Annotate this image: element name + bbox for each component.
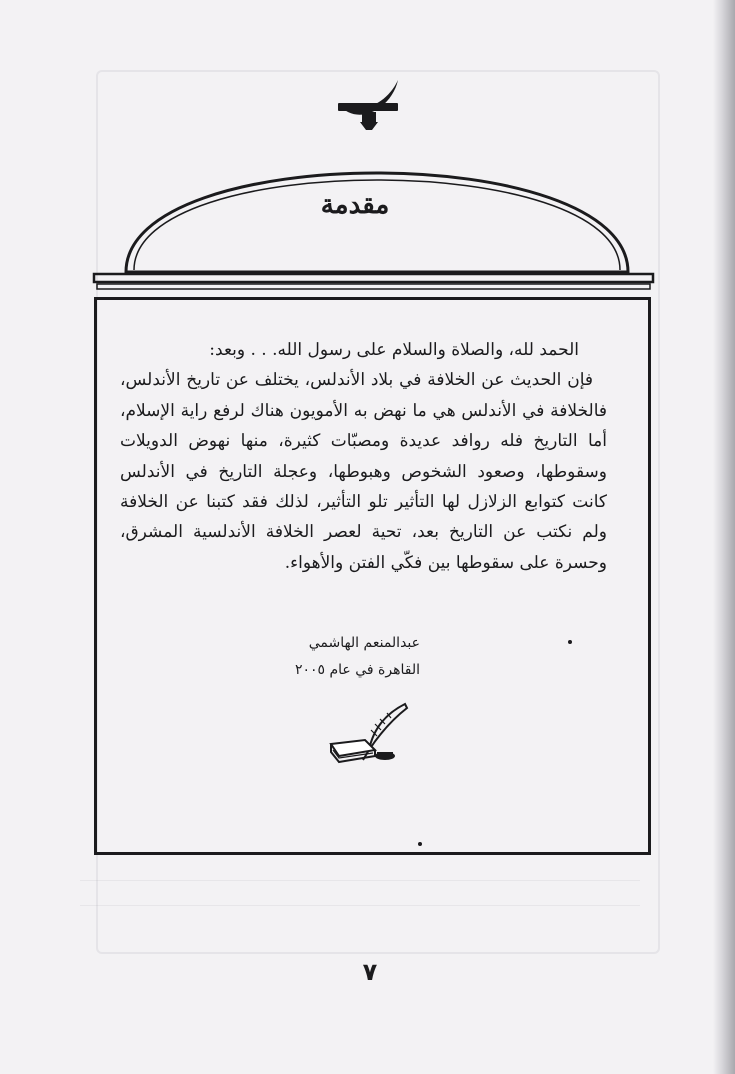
decorative-dot xyxy=(568,640,572,644)
author-name: عبدالمنعم الهاشمي xyxy=(308,635,420,651)
greeting-paragraph: الحمد لله، والصلاة والسلام على رسول الله. . . وبعد: xyxy=(209,340,579,360)
page-title: مقدمة xyxy=(320,190,390,220)
quill-and-book-icon xyxy=(325,700,415,768)
dome-finial-icon xyxy=(360,112,378,130)
crescent-icon xyxy=(338,80,398,115)
bleed-through-line xyxy=(80,905,640,906)
bleed-through-line xyxy=(80,880,640,881)
dome-header-ornament xyxy=(0,0,735,300)
introduction-text xyxy=(120,335,607,578)
body-paragraph: فإن الحديث عن الخلافة في بلاد الأندلس، يختلف عن تاريخ الأندلس، فالخلافة في الأندلس هي ما نهض به الأمويون هناك لرفع راية الإسلام، أما التاريخ فله روافد عديدة ومصبّات كثيرة، منها نهوض الدويلات وسقوطها، وصعود الشخوص وهبوطها، وعجلة التاريخ في الأندلس كانت كتوابع الزلازل لها التأثير تلو التأثير، لذلك فقد كتبنا عن الخلافة ولم نكتب عن التاريخ بعد، تحية لعصر الخلافة الأندلسية المشرق، وحسرة على سقوطها بين فكّي الفتن والأهواء. xyxy=(120,370,607,573)
place-date: القاهرة في عام ٢٠٠٥ xyxy=(294,662,420,678)
decorative-dot xyxy=(418,842,422,846)
page-number: ٧ xyxy=(362,958,378,986)
